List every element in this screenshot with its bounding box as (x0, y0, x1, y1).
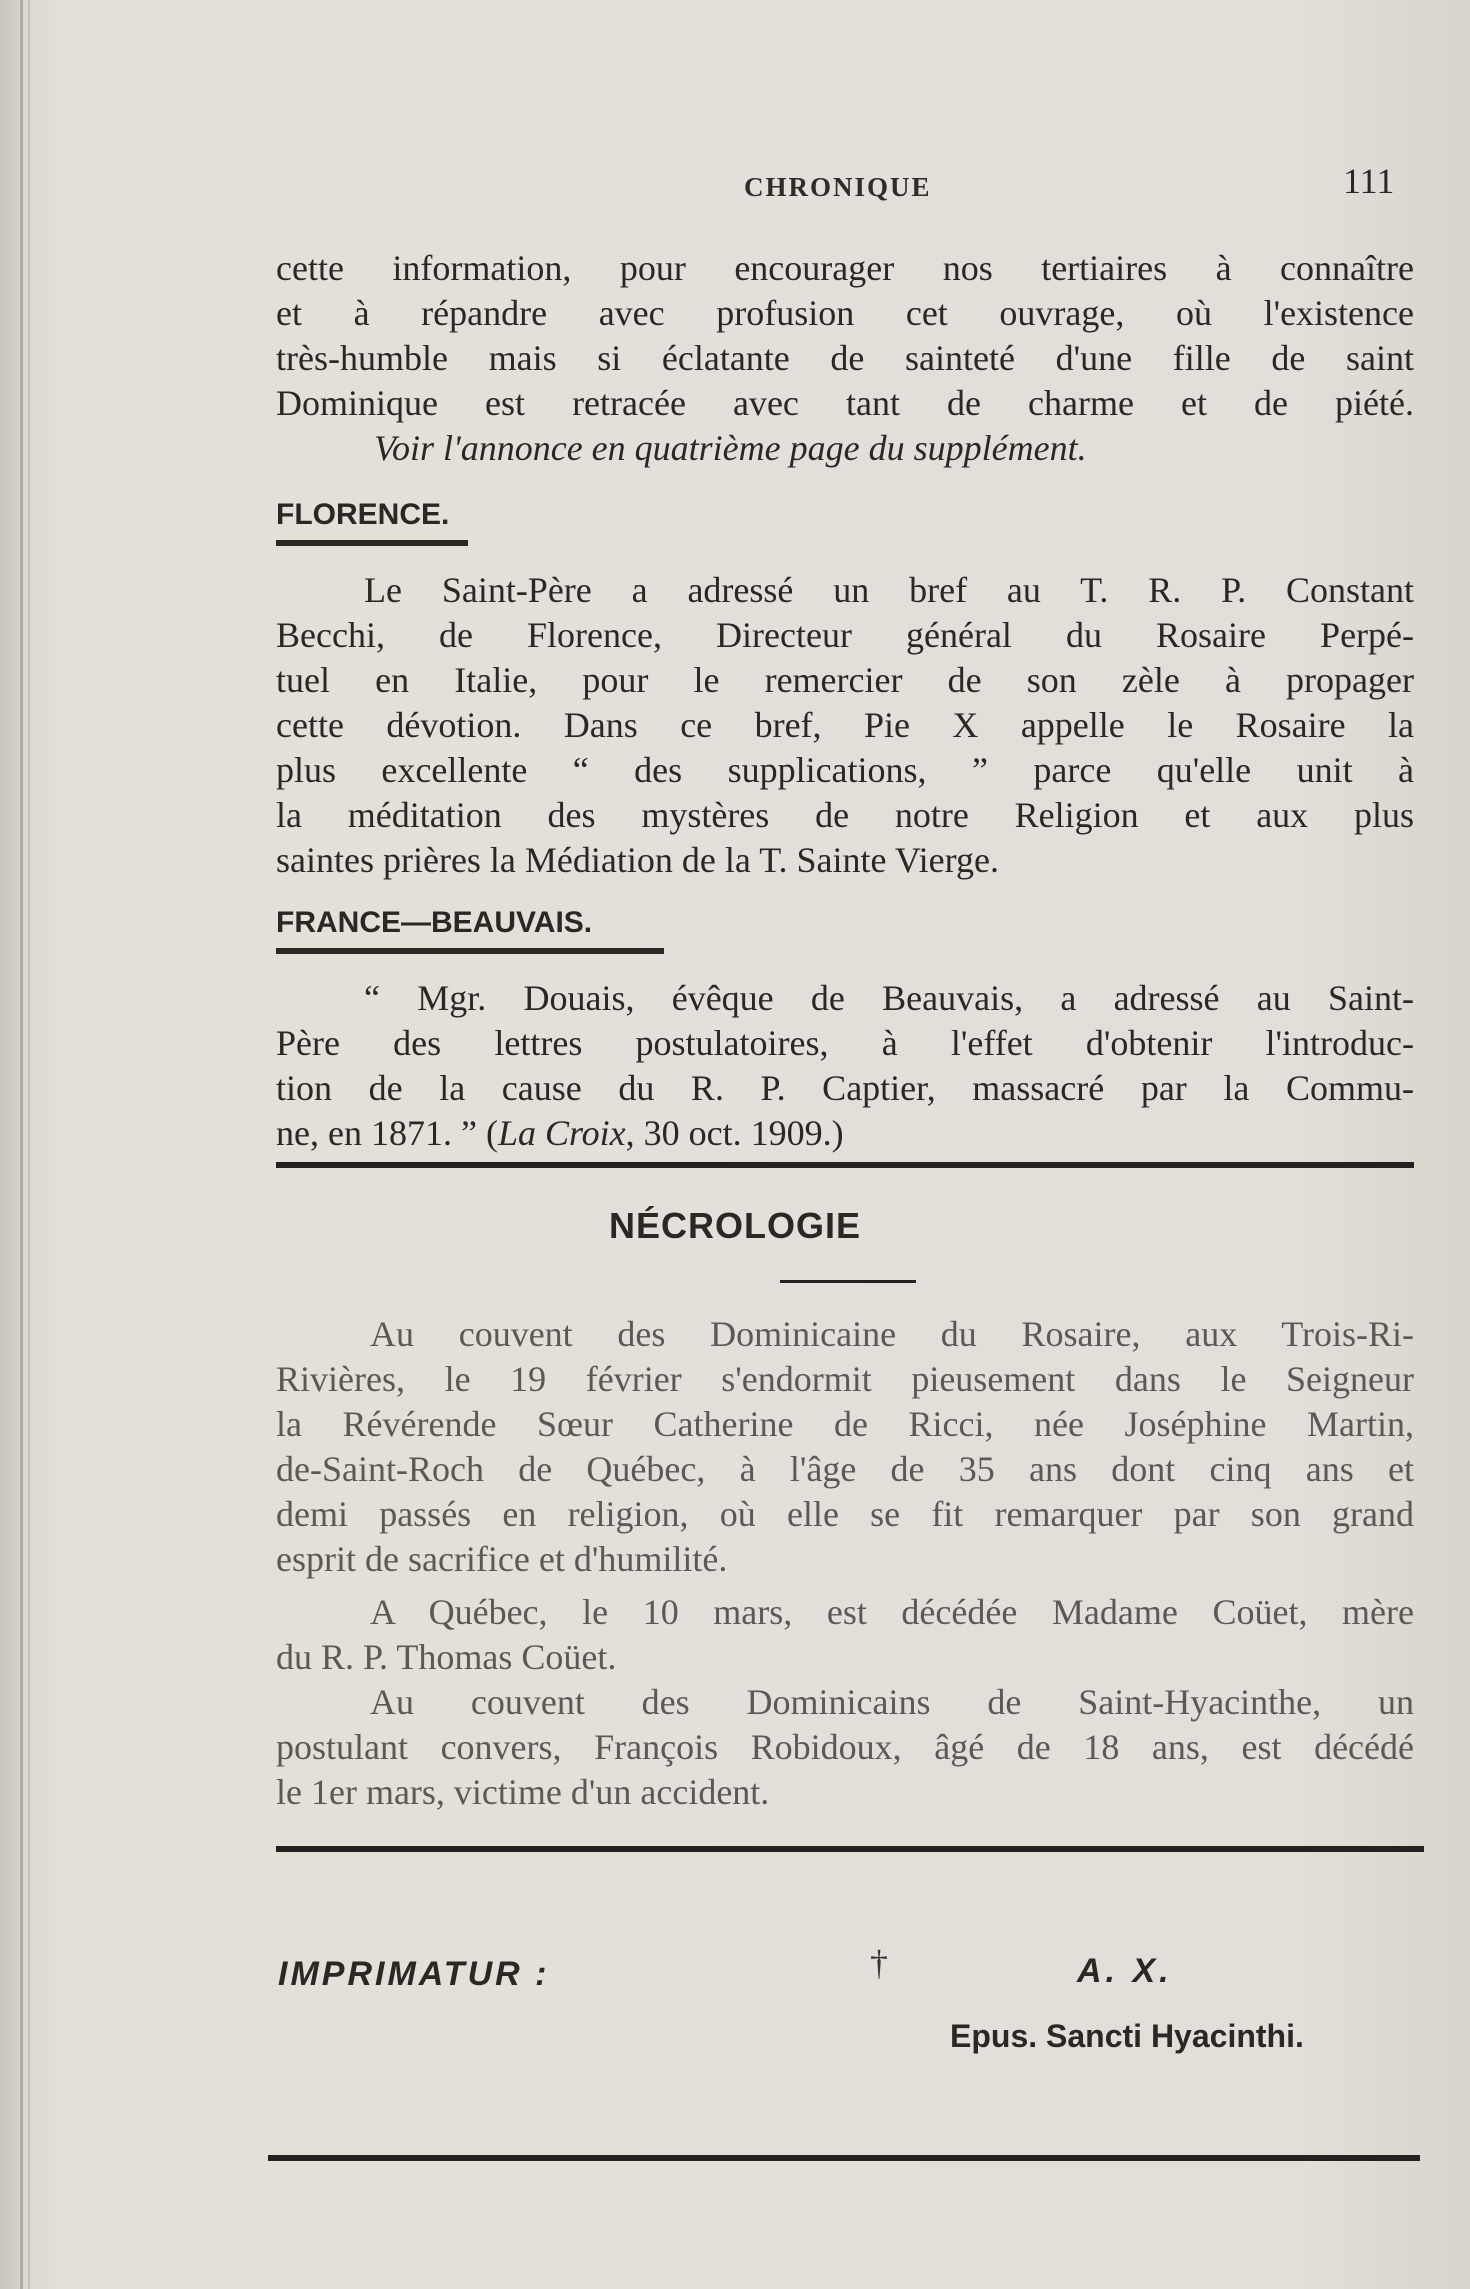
bishop-initials: A. X. (1077, 1952, 1173, 1990)
necro-line: A Québec, le 10 mars, est décédée Madame Coüet, mère (370, 1592, 1414, 1632)
footer-rule (268, 2155, 1420, 2161)
binding-edge (20, 0, 23, 2289)
imprimatur-label: IMPRIMATUR : (278, 1955, 550, 1993)
necro-line: demi passés en religion, où elle se fit remarquer par son grand (276, 1494, 1414, 1534)
section-heading-beauvais: FRANCE—BEAUVAIS. (276, 906, 593, 939)
necro-line: de-Saint-Roch de Québec, à l'âge de 35 ans dont cinq ans et (276, 1449, 1414, 1489)
beauvais-quote-end: ne, en 1871. ” (276, 1113, 486, 1153)
necro-line: esprit de sacrifice et d'humilité. (276, 1539, 728, 1579)
cross-icon: † (870, 1943, 888, 1983)
source-open: ( (485, 1113, 498, 1153)
necro-line: postulant convers, François Robidoux, âgé de 18 ans, est décédé (276, 1727, 1414, 1767)
intro-line: Dominique est retracée avec tant de charme et de piété. (276, 383, 1414, 423)
florence-line: cette dévotion. Dans ce bref, Pie X appelle le Rosaire la (276, 705, 1414, 745)
beauvais-line (276, 1111, 1414, 1156)
binding-edge-inner (28, 0, 30, 2289)
supplement-note: Voir l'annonce en quatrième page du supplément. (374, 428, 1087, 468)
running-title: CHRONIQUE (744, 172, 932, 202)
bishop-see: Epus. Sancti Hyacinthi. (950, 2018, 1304, 2054)
necro-line: le 1er mars, victime d'un accident. (276, 1772, 770, 1812)
florence-line: plus excellente “ des supplications, ” parce qu'elle unit à (276, 750, 1414, 790)
beauvais-line: tion de la cause du R. P. Captier, massacré par la Commu- (276, 1068, 1414, 1108)
section-divider (276, 1162, 1414, 1168)
necro-line: Rivières, le 19 février s'endormit pieusement dans le Seigneur (276, 1359, 1414, 1399)
intro-line: cette information, pour encourager nos tertiaires à connaître (276, 248, 1414, 288)
intro-line: très-humble mais si éclatante de sainteté d'une fille de saint (276, 338, 1414, 378)
title-rule (780, 1280, 916, 1283)
section-underline (276, 948, 664, 954)
source-title: La Croix (497, 1113, 626, 1153)
florence-line: Becchi, de Florence, Directeur général du Rosaire Perpé- (276, 615, 1414, 655)
section-divider (276, 1846, 1424, 1852)
section-underline (276, 540, 468, 546)
florence-line: tuel en Italie, pour le remercier de son zèle à propager (276, 660, 1414, 700)
necro-line: du R. P. Thomas Coüet. (276, 1637, 617, 1677)
necro-line: Au couvent des Dominicaine du Rosaire, aux Trois-Ri- (370, 1314, 1414, 1354)
florence-line: saintes prières la Médiation de la T. Sainte Vierge. (276, 840, 999, 880)
necrologie-title: NÉCROLOGIE (608, 1205, 861, 1246)
beauvais-line: “ Mgr. Douais, évêque de Beauvais, a adressé au Saint- (364, 978, 1414, 1018)
necro-line: Au couvent des Dominicains de Saint-Hyacinthe, un (370, 1682, 1414, 1722)
page-number: 111 (1343, 161, 1395, 201)
florence-line: la méditation des mystères de notre Religion et aux plus (276, 795, 1414, 835)
florence-line: Le Saint-Père a adressé un bref au T. R. P. Constant (364, 570, 1414, 610)
source-date: , 30 oct. 1909.) (625, 1113, 844, 1153)
beauvais-line: Père des lettres postulatoires, à l'effet d'obtenir l'introduc- (276, 1023, 1414, 1063)
intro-line: et à répandre avec profusion cet ouvrage, où l'existence (276, 293, 1414, 333)
necro-line: la Révérende Sœur Catherine de Ricci, née Joséphine Martin, (276, 1404, 1414, 1444)
section-heading-florence: FLORENCE. (276, 498, 450, 531)
